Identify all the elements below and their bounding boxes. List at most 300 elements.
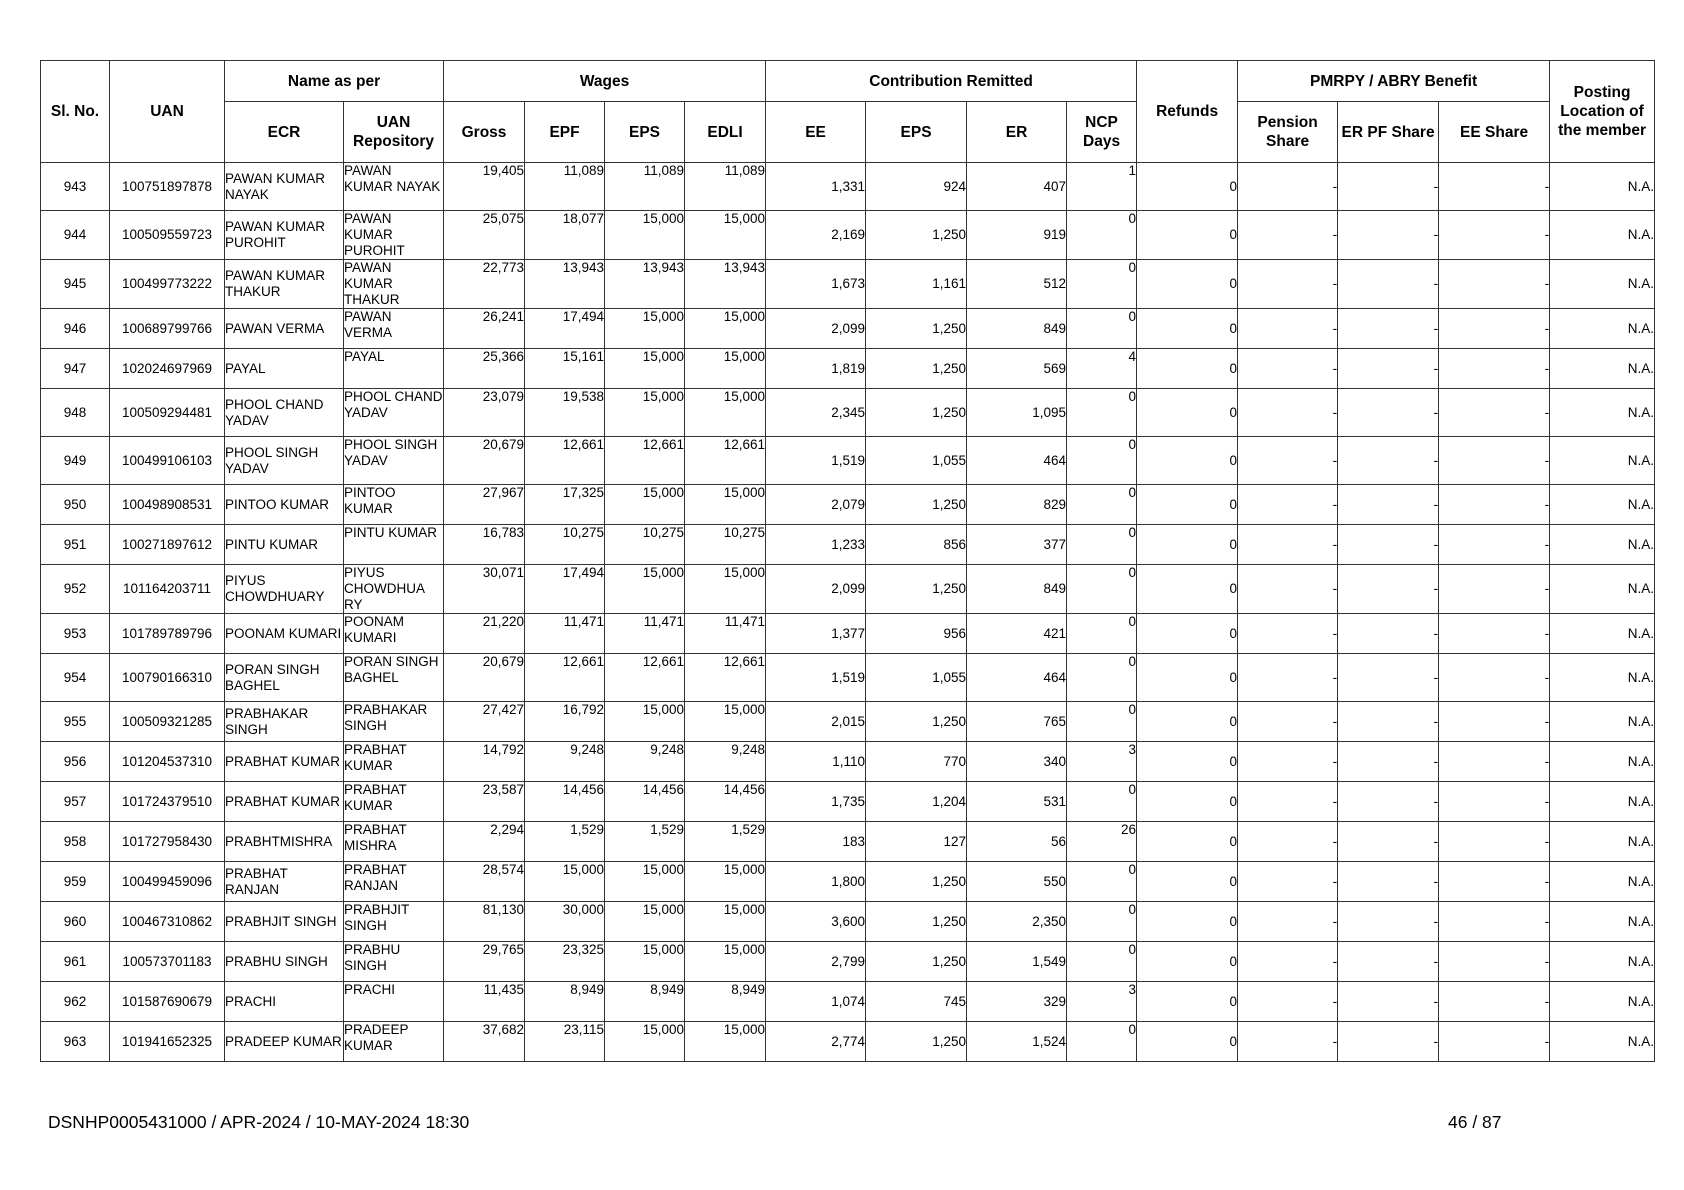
row-uan: 100499106103 bbox=[110, 437, 225, 485]
row-ncp-days: 4 bbox=[1067, 349, 1137, 389]
row-edli: 15,000 bbox=[685, 485, 766, 525]
row-ncp-days: 0 bbox=[1067, 525, 1137, 565]
header-ncp-days: NCP Days bbox=[1067, 102, 1137, 163]
row-eps: 15,000 bbox=[605, 485, 685, 525]
row-eps: 15,000 bbox=[605, 902, 685, 942]
row-er-pf-share: - bbox=[1338, 982, 1439, 1022]
row-epf: 23,325 bbox=[525, 942, 605, 982]
row-er-pf-share: - bbox=[1338, 822, 1439, 862]
row-ee-share: - bbox=[1439, 565, 1550, 614]
row-pension-share: - bbox=[1238, 822, 1338, 862]
row-ecr-name: PHOOL CHAND YADAV bbox=[225, 389, 344, 437]
row-contribution-eps: 1,055 bbox=[866, 437, 967, 485]
row-edli: 1,529 bbox=[685, 822, 766, 862]
row-contribution-eps: 1,250 bbox=[866, 902, 967, 942]
row-ncp-days: 0 bbox=[1067, 211, 1137, 260]
header-contribution-remitted: Contribution Remitted bbox=[766, 61, 1137, 102]
row-pension-share: - bbox=[1238, 260, 1338, 309]
row-er: 919 bbox=[967, 211, 1067, 260]
row-ecr-name: PRABHAT RANJAN bbox=[225, 862, 344, 902]
table-row bbox=[41, 389, 1655, 437]
row-posting-location: N.A. bbox=[1550, 862, 1655, 902]
row-ncp-days: 0 bbox=[1067, 485, 1137, 525]
row-epf: 17,494 bbox=[525, 565, 605, 614]
row-uan: 100751897878 bbox=[110, 163, 225, 211]
row-er-pf-share: - bbox=[1338, 485, 1439, 525]
table-header bbox=[41, 61, 1655, 163]
row-er-pf-share: - bbox=[1338, 211, 1439, 260]
row-uan: 102024697969 bbox=[110, 349, 225, 389]
row-contribution-eps: 1,250 bbox=[866, 565, 967, 614]
row-repository-name: PRABHU SINGH bbox=[344, 942, 444, 982]
header-pmrpy-abry: PMRPY / ABRY Benefit bbox=[1238, 61, 1550, 102]
row-sl-no: 944 bbox=[41, 211, 110, 260]
row-ee: 1,233 bbox=[766, 525, 866, 565]
row-refunds: 0 bbox=[1137, 437, 1238, 485]
row-contribution-eps: 1,250 bbox=[866, 862, 967, 902]
row-ncp-days: 0 bbox=[1067, 1022, 1137, 1062]
row-er: 421 bbox=[967, 614, 1067, 654]
row-sl-no: 945 bbox=[41, 260, 110, 309]
row-ee-share: - bbox=[1439, 702, 1550, 742]
row-ecr-name: PRABHJIT SINGH bbox=[225, 902, 344, 942]
row-epf: 15,161 bbox=[525, 349, 605, 389]
footer-document-reference: DSNHP0005431000 / APR-2024 / 10-MAY-2024 18:30 bbox=[48, 1112, 470, 1132]
row-epf: 12,661 bbox=[525, 437, 605, 485]
row-edli: 15,000 bbox=[685, 309, 766, 349]
row-uan: 100689799766 bbox=[110, 309, 225, 349]
header-edli: EDLI bbox=[685, 102, 766, 163]
row-eps: 14,456 bbox=[605, 782, 685, 822]
footer-page-number: 46 / 87 bbox=[1448, 1112, 1502, 1132]
row-er: 531 bbox=[967, 782, 1067, 822]
row-uan: 101204537310 bbox=[110, 742, 225, 782]
table-row bbox=[41, 211, 1655, 260]
row-er: 464 bbox=[967, 437, 1067, 485]
row-gross: 2,294 bbox=[444, 822, 525, 862]
row-epf: 17,494 bbox=[525, 309, 605, 349]
row-eps: 15,000 bbox=[605, 702, 685, 742]
row-er-pf-share: - bbox=[1338, 437, 1439, 485]
row-uan: 100271897612 bbox=[110, 525, 225, 565]
row-pension-share: - bbox=[1238, 742, 1338, 782]
row-ee: 2,774 bbox=[766, 1022, 866, 1062]
row-gross: 16,783 bbox=[444, 525, 525, 565]
row-epf: 15,000 bbox=[525, 862, 605, 902]
row-uan: 101724379510 bbox=[110, 782, 225, 822]
row-posting-location: N.A. bbox=[1550, 614, 1655, 654]
row-er: 849 bbox=[967, 565, 1067, 614]
row-ee-share: - bbox=[1439, 211, 1550, 260]
header-sl-no: Sl. No. bbox=[41, 61, 110, 163]
row-edli: 9,248 bbox=[685, 742, 766, 782]
row-repository-name: PORAN SINGH BAGHEL bbox=[344, 654, 444, 702]
row-refunds: 0 bbox=[1137, 614, 1238, 654]
row-ee-share: - bbox=[1439, 525, 1550, 565]
row-uan: 100509559723 bbox=[110, 211, 225, 260]
row-refunds: 0 bbox=[1137, 654, 1238, 702]
row-posting-location: N.A. bbox=[1550, 902, 1655, 942]
row-refunds: 0 bbox=[1137, 862, 1238, 902]
row-ncp-days: 0 bbox=[1067, 389, 1137, 437]
row-refunds: 0 bbox=[1137, 1022, 1238, 1062]
row-pension-share: - bbox=[1238, 702, 1338, 742]
row-uan: 100499459096 bbox=[110, 862, 225, 902]
row-posting-location: N.A. bbox=[1550, 742, 1655, 782]
row-ee: 1,519 bbox=[766, 654, 866, 702]
row-ncp-days: 0 bbox=[1067, 654, 1137, 702]
row-edli: 15,000 bbox=[685, 389, 766, 437]
row-ncp-days: 0 bbox=[1067, 702, 1137, 742]
row-repository-name: POONAM KUMARI bbox=[344, 614, 444, 654]
row-er-pf-share: - bbox=[1338, 309, 1439, 349]
row-ee: 2,169 bbox=[766, 211, 866, 260]
row-sl-no: 954 bbox=[41, 654, 110, 702]
row-er: 464 bbox=[967, 654, 1067, 702]
row-refunds: 0 bbox=[1137, 565, 1238, 614]
row-pension-share: - bbox=[1238, 389, 1338, 437]
row-epf: 19,538 bbox=[525, 389, 605, 437]
row-epf: 11,089 bbox=[525, 163, 605, 211]
row-edli: 15,000 bbox=[685, 565, 766, 614]
row-ecr-name: PRABHTMISHRA bbox=[225, 822, 344, 862]
row-sl-no: 948 bbox=[41, 389, 110, 437]
row-repository-name: PAWAN KUMAR THAKUR bbox=[344, 260, 444, 309]
row-repository-name: PRABHJIT SINGH bbox=[344, 902, 444, 942]
row-edli: 13,943 bbox=[685, 260, 766, 309]
row-epf: 10,275 bbox=[525, 525, 605, 565]
row-er-pf-share: - bbox=[1338, 389, 1439, 437]
row-pension-share: - bbox=[1238, 211, 1338, 260]
row-gross: 11,435 bbox=[444, 982, 525, 1022]
table-row bbox=[41, 654, 1655, 702]
row-epf: 12,661 bbox=[525, 654, 605, 702]
row-er: 1,549 bbox=[967, 942, 1067, 982]
row-repository-name: PRABHAT KUMAR bbox=[344, 742, 444, 782]
row-eps: 15,000 bbox=[605, 565, 685, 614]
row-eps: 15,000 bbox=[605, 862, 685, 902]
table-row bbox=[41, 742, 1655, 782]
table-row bbox=[41, 614, 1655, 654]
row-gross: 26,241 bbox=[444, 309, 525, 349]
row-er-pf-share: - bbox=[1338, 349, 1439, 389]
row-contribution-eps: 1,250 bbox=[866, 309, 967, 349]
row-er: 1,524 bbox=[967, 1022, 1067, 1062]
header-name-as-per: Name as per bbox=[225, 61, 444, 102]
header-pension-share: Pension Share bbox=[1238, 102, 1338, 163]
row-refunds: 0 bbox=[1137, 525, 1238, 565]
row-gross: 27,967 bbox=[444, 485, 525, 525]
row-refunds: 0 bbox=[1137, 702, 1238, 742]
row-ee-share: - bbox=[1439, 309, 1550, 349]
row-er-pf-share: - bbox=[1338, 614, 1439, 654]
row-ee: 1,377 bbox=[766, 614, 866, 654]
row-edli: 15,000 bbox=[685, 1022, 766, 1062]
table-row bbox=[41, 782, 1655, 822]
row-er-pf-share: - bbox=[1338, 782, 1439, 822]
row-er-pf-share: - bbox=[1338, 942, 1439, 982]
row-contribution-eps: 856 bbox=[866, 525, 967, 565]
row-gross: 20,679 bbox=[444, 654, 525, 702]
row-repository-name: PAYAL bbox=[344, 349, 444, 389]
row-contribution-eps: 1,250 bbox=[866, 702, 967, 742]
row-contribution-eps: 924 bbox=[866, 163, 967, 211]
row-ee: 1,800 bbox=[766, 862, 866, 902]
row-gross: 30,071 bbox=[444, 565, 525, 614]
row-posting-location: N.A. bbox=[1550, 565, 1655, 614]
row-sl-no: 956 bbox=[41, 742, 110, 782]
row-epf: 13,943 bbox=[525, 260, 605, 309]
table-body bbox=[41, 163, 1655, 1062]
table-row bbox=[41, 942, 1655, 982]
row-ncp-days: 0 bbox=[1067, 782, 1137, 822]
row-pension-share: - bbox=[1238, 349, 1338, 389]
row-repository-name: PRABHAT KUMAR bbox=[344, 782, 444, 822]
row-eps: 15,000 bbox=[605, 211, 685, 260]
row-eps: 15,000 bbox=[605, 1022, 685, 1062]
row-posting-location: N.A. bbox=[1550, 211, 1655, 260]
row-sl-no: 958 bbox=[41, 822, 110, 862]
row-edli: 12,661 bbox=[685, 654, 766, 702]
header-er: ER bbox=[967, 102, 1067, 163]
row-sl-no: 946 bbox=[41, 309, 110, 349]
row-ecr-name: PAWAN KUMAR NAYAK bbox=[225, 163, 344, 211]
row-contribution-eps: 1,250 bbox=[866, 942, 967, 982]
row-uan: 101789789796 bbox=[110, 614, 225, 654]
row-edli: 15,000 bbox=[685, 862, 766, 902]
header-ecr: ECR bbox=[225, 102, 344, 163]
header-contribution-eps: EPS bbox=[866, 102, 967, 163]
row-edli: 10,275 bbox=[685, 525, 766, 565]
row-ee: 2,015 bbox=[766, 702, 866, 742]
row-posting-location: N.A. bbox=[1550, 485, 1655, 525]
row-er: 2,350 bbox=[967, 902, 1067, 942]
row-eps: 15,000 bbox=[605, 389, 685, 437]
row-repository-name: PHOOL SINGH YADAV bbox=[344, 437, 444, 485]
row-repository-name: PAWAN KUMAR PUROHIT bbox=[344, 211, 444, 260]
row-ecr-name: PHOOL SINGH YADAV bbox=[225, 437, 344, 485]
row-ee-share: - bbox=[1439, 902, 1550, 942]
row-contribution-eps: 1,250 bbox=[866, 485, 967, 525]
header-gross: Gross bbox=[444, 102, 525, 163]
row-ncp-days: 26 bbox=[1067, 822, 1137, 862]
row-gross: 37,682 bbox=[444, 1022, 525, 1062]
table-row bbox=[41, 702, 1655, 742]
row-ee-share: - bbox=[1439, 260, 1550, 309]
row-edli: 15,000 bbox=[685, 211, 766, 260]
row-edli: 15,000 bbox=[685, 349, 766, 389]
row-pension-share: - bbox=[1238, 309, 1338, 349]
header-er-pf-share: ER PF Share bbox=[1338, 102, 1439, 163]
row-ecr-name: PRACHI bbox=[225, 982, 344, 1022]
row-gross: 27,427 bbox=[444, 702, 525, 742]
row-epf: 30,000 bbox=[525, 902, 605, 942]
row-ecr-name: PINTU KUMAR bbox=[225, 525, 344, 565]
header-uan: UAN bbox=[110, 61, 225, 163]
row-ee: 1,110 bbox=[766, 742, 866, 782]
row-repository-name: PAWAN KUMAR NAYAK bbox=[344, 163, 444, 211]
row-repository-name: PAWAN VERMA bbox=[344, 309, 444, 349]
row-edli: 14,456 bbox=[685, 782, 766, 822]
table-row bbox=[41, 982, 1655, 1022]
row-contribution-eps: 1,250 bbox=[866, 1022, 967, 1062]
row-repository-name: PINTOO KUMAR bbox=[344, 485, 444, 525]
row-ee: 1,735 bbox=[766, 782, 866, 822]
header-eps: EPS bbox=[605, 102, 685, 163]
row-er: 849 bbox=[967, 309, 1067, 349]
table-row bbox=[41, 260, 1655, 309]
row-ee: 1,331 bbox=[766, 163, 866, 211]
row-repository-name: PRABHAKAR SINGH bbox=[344, 702, 444, 742]
row-uan: 100790166310 bbox=[110, 654, 225, 702]
row-pension-share: - bbox=[1238, 902, 1338, 942]
row-refunds: 0 bbox=[1137, 485, 1238, 525]
row-ee-share: - bbox=[1439, 822, 1550, 862]
row-contribution-eps: 1,161 bbox=[866, 260, 967, 309]
row-epf: 8,949 bbox=[525, 982, 605, 1022]
row-sl-no: 957 bbox=[41, 782, 110, 822]
row-ee-share: - bbox=[1439, 742, 1550, 782]
row-er: 569 bbox=[967, 349, 1067, 389]
row-gross: 81,130 bbox=[444, 902, 525, 942]
row-gross: 25,075 bbox=[444, 211, 525, 260]
row-er-pf-share: - bbox=[1338, 862, 1439, 902]
row-eps: 11,089 bbox=[605, 163, 685, 211]
row-eps: 9,248 bbox=[605, 742, 685, 782]
row-refunds: 0 bbox=[1137, 260, 1238, 309]
row-refunds: 0 bbox=[1137, 742, 1238, 782]
row-uan: 100573701183 bbox=[110, 942, 225, 982]
header-refunds: Refunds bbox=[1137, 61, 1238, 163]
row-refunds: 0 bbox=[1137, 782, 1238, 822]
row-repository-name: PINTU KUMAR bbox=[344, 525, 444, 565]
table-row bbox=[41, 163, 1655, 211]
row-contribution-eps: 745 bbox=[866, 982, 967, 1022]
header-ee-share: EE Share bbox=[1439, 102, 1550, 163]
row-contribution-eps: 770 bbox=[866, 742, 967, 782]
row-uan: 100509294481 bbox=[110, 389, 225, 437]
row-pension-share: - bbox=[1238, 782, 1338, 822]
row-epf: 18,077 bbox=[525, 211, 605, 260]
row-posting-location: N.A. bbox=[1550, 702, 1655, 742]
row-repository-name: PIYUS CHOWDHUA RY bbox=[344, 565, 444, 614]
row-repository-name: PRADEEP KUMAR bbox=[344, 1022, 444, 1062]
row-uan: 100467310862 bbox=[110, 902, 225, 942]
row-ee-share: - bbox=[1439, 942, 1550, 982]
row-epf: 14,456 bbox=[525, 782, 605, 822]
row-ecr-name: PIYUS CHOWDHUARY bbox=[225, 565, 344, 614]
row-posting-location: N.A. bbox=[1550, 942, 1655, 982]
row-edli: 11,471 bbox=[685, 614, 766, 654]
row-ee: 2,099 bbox=[766, 309, 866, 349]
row-pension-share: - bbox=[1238, 614, 1338, 654]
row-ncp-days: 0 bbox=[1067, 942, 1137, 982]
header-uan-repository: UAN Repository bbox=[344, 102, 444, 163]
table-row bbox=[41, 565, 1655, 614]
row-ee: 2,799 bbox=[766, 942, 866, 982]
row-posting-location: N.A. bbox=[1550, 782, 1655, 822]
row-er: 407 bbox=[967, 163, 1067, 211]
row-posting-location: N.A. bbox=[1550, 822, 1655, 862]
row-ecr-name: PINTOO KUMAR bbox=[225, 485, 344, 525]
row-ee-share: - bbox=[1439, 982, 1550, 1022]
row-ee-share: - bbox=[1439, 485, 1550, 525]
row-sl-no: 959 bbox=[41, 862, 110, 902]
row-contribution-eps: 1,250 bbox=[866, 211, 967, 260]
row-epf: 23,115 bbox=[525, 1022, 605, 1062]
row-ee-share: - bbox=[1439, 1022, 1550, 1062]
row-repository-name: PRACHI bbox=[344, 982, 444, 1022]
row-refunds: 0 bbox=[1137, 389, 1238, 437]
row-eps: 13,943 bbox=[605, 260, 685, 309]
row-eps: 15,000 bbox=[605, 309, 685, 349]
row-gross: 25,366 bbox=[444, 349, 525, 389]
row-refunds: 0 bbox=[1137, 942, 1238, 982]
row-refunds: 0 bbox=[1137, 309, 1238, 349]
row-ee: 2,099 bbox=[766, 565, 866, 614]
row-gross: 22,773 bbox=[444, 260, 525, 309]
row-pension-share: - bbox=[1238, 485, 1338, 525]
row-contribution-eps: 1,250 bbox=[866, 389, 967, 437]
row-er: 56 bbox=[967, 822, 1067, 862]
row-ecr-name: PRADEEP KUMAR bbox=[225, 1022, 344, 1062]
row-uan: 101941652325 bbox=[110, 1022, 225, 1062]
row-ee-share: - bbox=[1439, 614, 1550, 654]
row-er-pf-share: - bbox=[1338, 260, 1439, 309]
row-eps: 15,000 bbox=[605, 942, 685, 982]
header-posting-location: Posting Location of the member bbox=[1550, 61, 1655, 163]
row-sl-no: 952 bbox=[41, 565, 110, 614]
row-pension-share: - bbox=[1238, 982, 1338, 1022]
table-row bbox=[41, 525, 1655, 565]
row-ecr-name: PRABHAKAR SINGH bbox=[225, 702, 344, 742]
row-ee-share: - bbox=[1439, 654, 1550, 702]
row-edli: 12,661 bbox=[685, 437, 766, 485]
row-eps: 10,275 bbox=[605, 525, 685, 565]
row-contribution-eps: 1,055 bbox=[866, 654, 967, 702]
row-edli: 8,949 bbox=[685, 982, 766, 1022]
row-posting-location: N.A. bbox=[1550, 389, 1655, 437]
row-ee-share: - bbox=[1439, 437, 1550, 485]
row-posting-location: N.A. bbox=[1550, 437, 1655, 485]
row-epf: 17,325 bbox=[525, 485, 605, 525]
row-posting-location: N.A. bbox=[1550, 349, 1655, 389]
row-er: 550 bbox=[967, 862, 1067, 902]
row-edli: 15,000 bbox=[685, 902, 766, 942]
row-ee: 183 bbox=[766, 822, 866, 862]
row-refunds: 0 bbox=[1137, 902, 1238, 942]
row-er: 340 bbox=[967, 742, 1067, 782]
row-posting-location: N.A. bbox=[1550, 1022, 1655, 1062]
row-er-pf-share: - bbox=[1338, 702, 1439, 742]
row-sl-no: 947 bbox=[41, 349, 110, 389]
row-uan: 101587690679 bbox=[110, 982, 225, 1022]
row-ee: 2,345 bbox=[766, 389, 866, 437]
row-sl-no: 953 bbox=[41, 614, 110, 654]
row-ecr-name: PORAN SINGH BAGHEL bbox=[225, 654, 344, 702]
row-eps: 1,529 bbox=[605, 822, 685, 862]
row-pension-share: - bbox=[1238, 654, 1338, 702]
row-gross: 19,405 bbox=[444, 163, 525, 211]
row-pension-share: - bbox=[1238, 437, 1338, 485]
row-ee: 3,600 bbox=[766, 902, 866, 942]
row-er-pf-share: - bbox=[1338, 902, 1439, 942]
table-row bbox=[41, 822, 1655, 862]
table-row bbox=[41, 349, 1655, 389]
row-gross: 23,587 bbox=[444, 782, 525, 822]
row-er-pf-share: - bbox=[1338, 742, 1439, 782]
row-posting-location: N.A. bbox=[1550, 654, 1655, 702]
